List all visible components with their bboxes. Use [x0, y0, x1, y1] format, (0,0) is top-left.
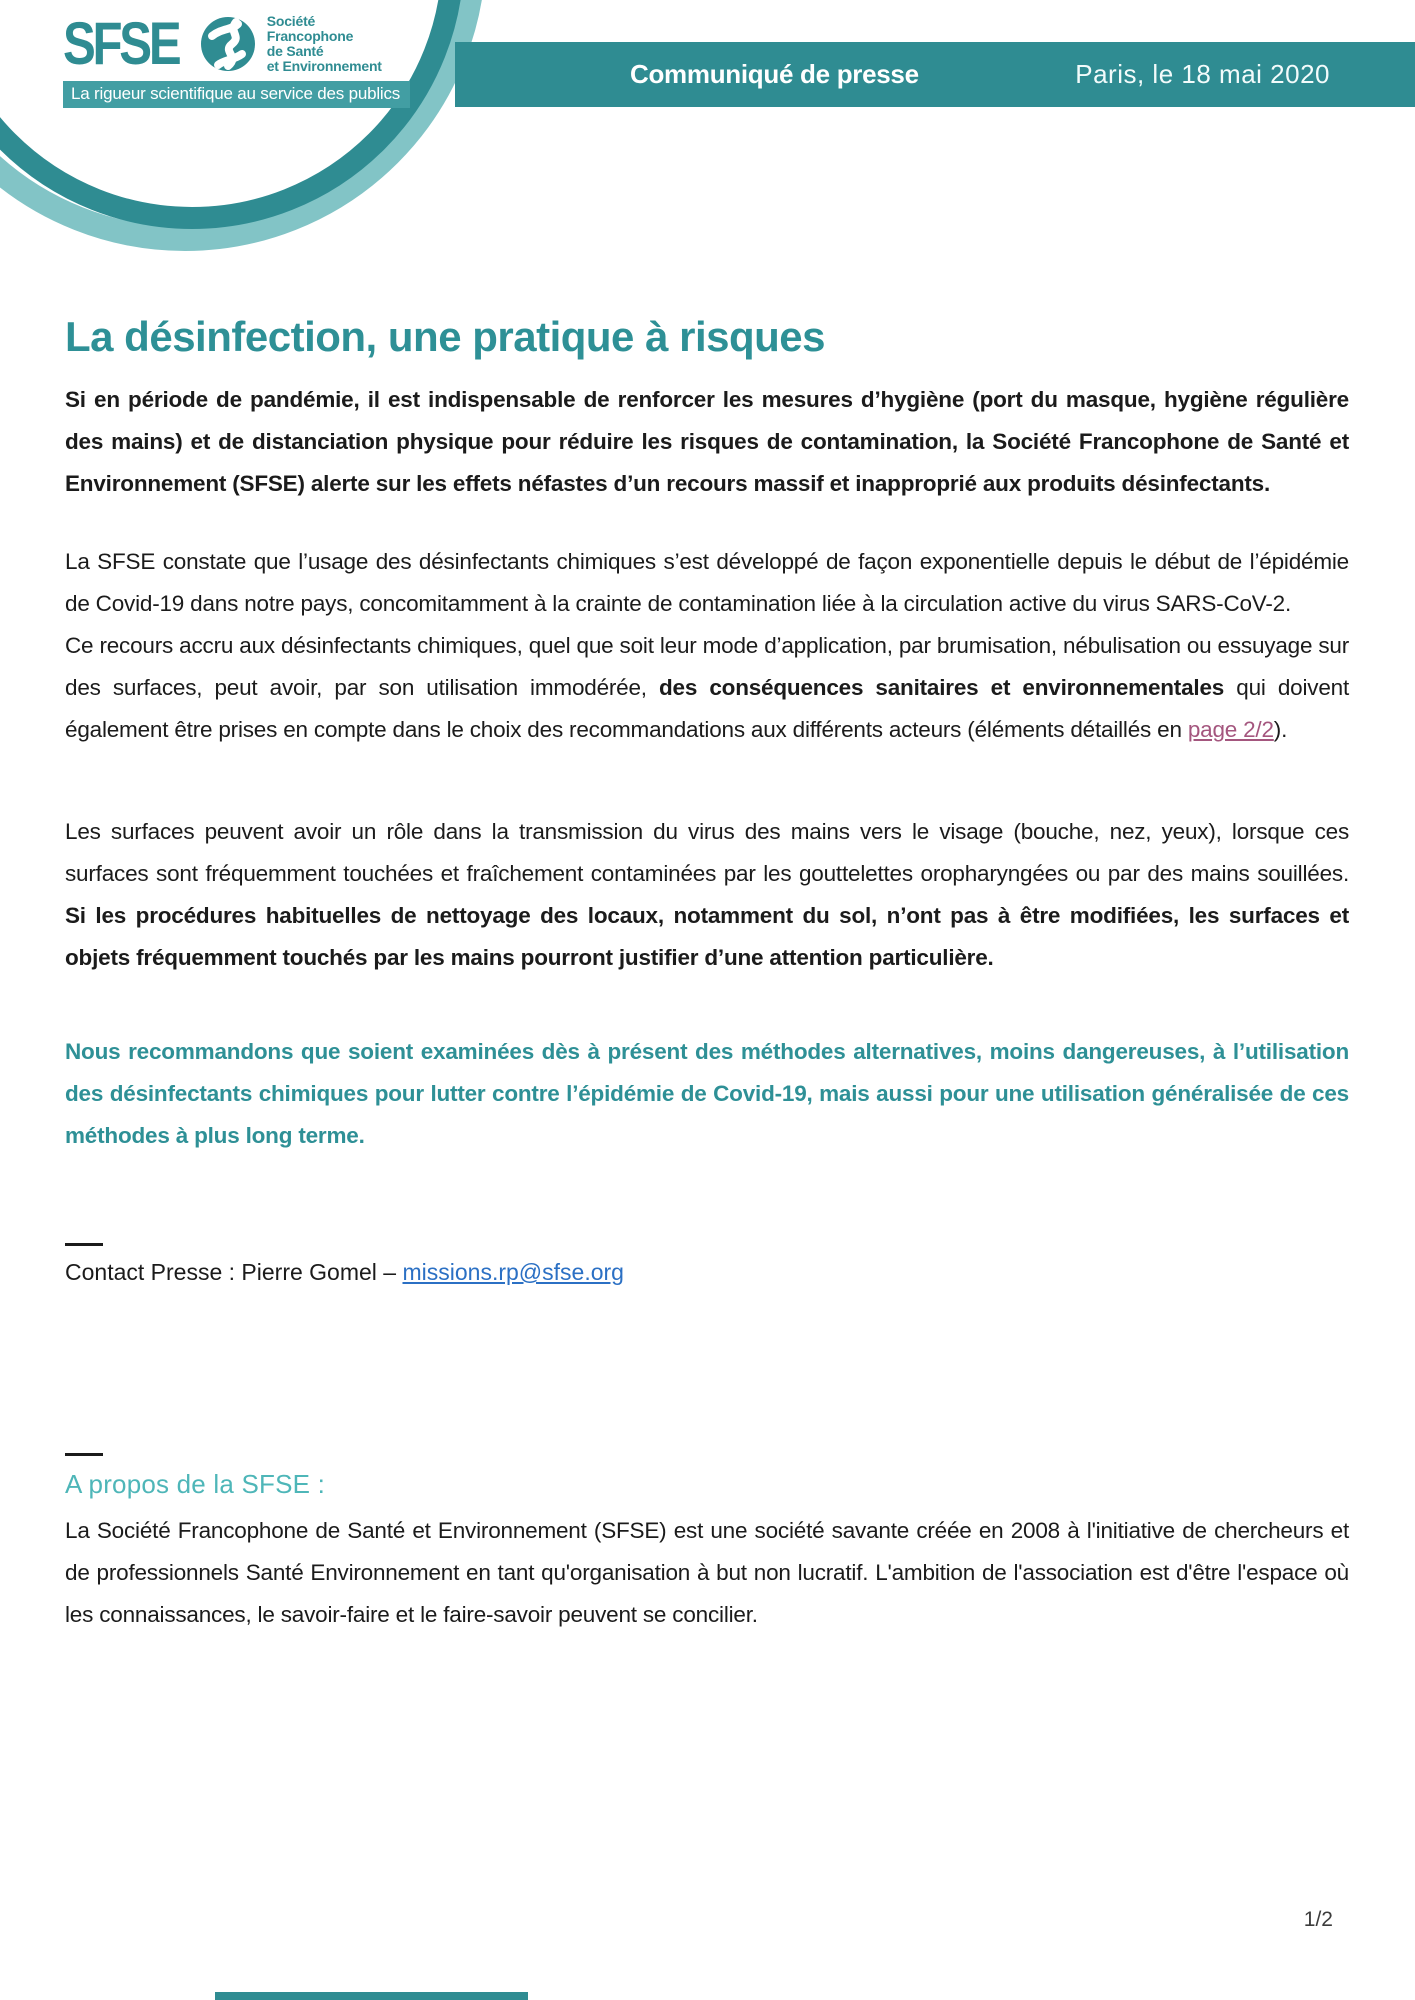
paragraph-context — [65, 541, 1349, 751]
paragraph-surfaces — [65, 811, 1349, 979]
logo-org-name: Société Francophone de Santé et Environnement — [266, 13, 382, 74]
logo-tagline: La rigueur scientifique au service des publics — [63, 81, 410, 108]
text-run: ). — [1273, 717, 1288, 743]
about-heading: A propos de la SFSE : — [65, 1469, 326, 1499]
text-run: des conséquences sanitaires et environnementales — [659, 675, 1225, 701]
sfse-logo — [63, 10, 410, 108]
press-release-label: Communiqué de presse — [630, 59, 919, 89]
text-run: La SFSE constate que l’usage des désinfectants chimiques s’est développé de façon exponentielle depuis le début de l’épidémie de Covid-19 dans notre pays, concomitamment à la crainte de contamination liée à la circulation active du virus SARS-CoV-2. — [65, 549, 1349, 617]
about-section — [65, 1453, 1349, 1636]
section-divider — [65, 1243, 103, 1246]
text-run: qui doivent également être prises en compte dans le choix des recommandations aux différents acteurs (éléments détaillés en — [65, 675, 1349, 743]
header-bar — [455, 42, 1415, 107]
page-number: 1/2 — [1303, 1908, 1333, 1931]
paragraph-recommendation: Nous recommandons que soient examinées dès à présent des méthodes alternatives, moins dangereuses, à l’utilisation des désinfectants chimiques pour lutter contre l’épidémie de Covid-19, mais aussi pour une utilisation généralisée de ces méthodes à plus long terme. — [65, 1039, 1349, 1149]
page-2-link[interactable]: page 2/2 — [1187, 717, 1274, 743]
article-body — [65, 313, 1349, 1157]
section-divider — [65, 1453, 103, 1456]
text-run: Pierre Gomel – — [241, 1259, 403, 1285]
contact-line — [65, 1259, 624, 1286]
dateline: Paris, le 18 mai 2020 — [1075, 59, 1330, 89]
text-run: Si les procédures habituelles de nettoyage des locaux, notamment du sol, n’ont pas à être modifiées, les surfaces et objets fréquemment touchés par les mains pourront justifier d’une attention particulière. — [65, 903, 1349, 971]
sfse-ribbon-icon — [198, 14, 258, 74]
contact-section — [65, 1243, 624, 1286]
text-run: Contact Presse : — [65, 1259, 242, 1285]
logo-acronym: SFSE — [63, 10, 179, 77]
lead-paragraph: Si en période de pandémie, il est indispensable de renforcer les mesures d’hygiène (port du masque, hygiène régulière des mains) et de distanciation physique pour réduire les risques de contamination, la Société Francophone de Santé et Environnement (SFSE) alerte sur les effets néfastes d’un recours massif et inapproprié aux produits désinfectants. — [65, 387, 1349, 497]
contact-email-link[interactable]: missions.rp@sfse.org — [402, 1259, 624, 1285]
about-paragraph: La Société Francophone de Santé et Environnement (SFSE) est une société savante créée en 2008 à l'initiative de chercheurs et de professionnels Santé Environnement en tant qu'organisation à but non lucratif. L'ambition de l'association est d'être l'espace où les connaissances, le savoir-faire et le faire-savoir peuvent se concilier. — [65, 1518, 1349, 1627]
page-title: La désinfection, une pratique à risques — [65, 313, 826, 360]
text-run: Ce recours accru aux désinfectants chimiques, quel que soit leur mode d’application, par brumisation, nébulisation ou essuyage sur des surfaces, peut avoir, par son utilisation immodérée, — [65, 633, 1349, 701]
text-run: Les surfaces peuvent avoir un rôle dans la transmission du virus des mains vers le visage (bouche, nez, yeux), lorsque ces surfaces sont fréquemment touchées et fraîchement contaminées par les gouttelettes oropharyngées ou par des mains souillées. — [65, 819, 1349, 887]
footer-accent-bar — [215, 1992, 528, 2000]
